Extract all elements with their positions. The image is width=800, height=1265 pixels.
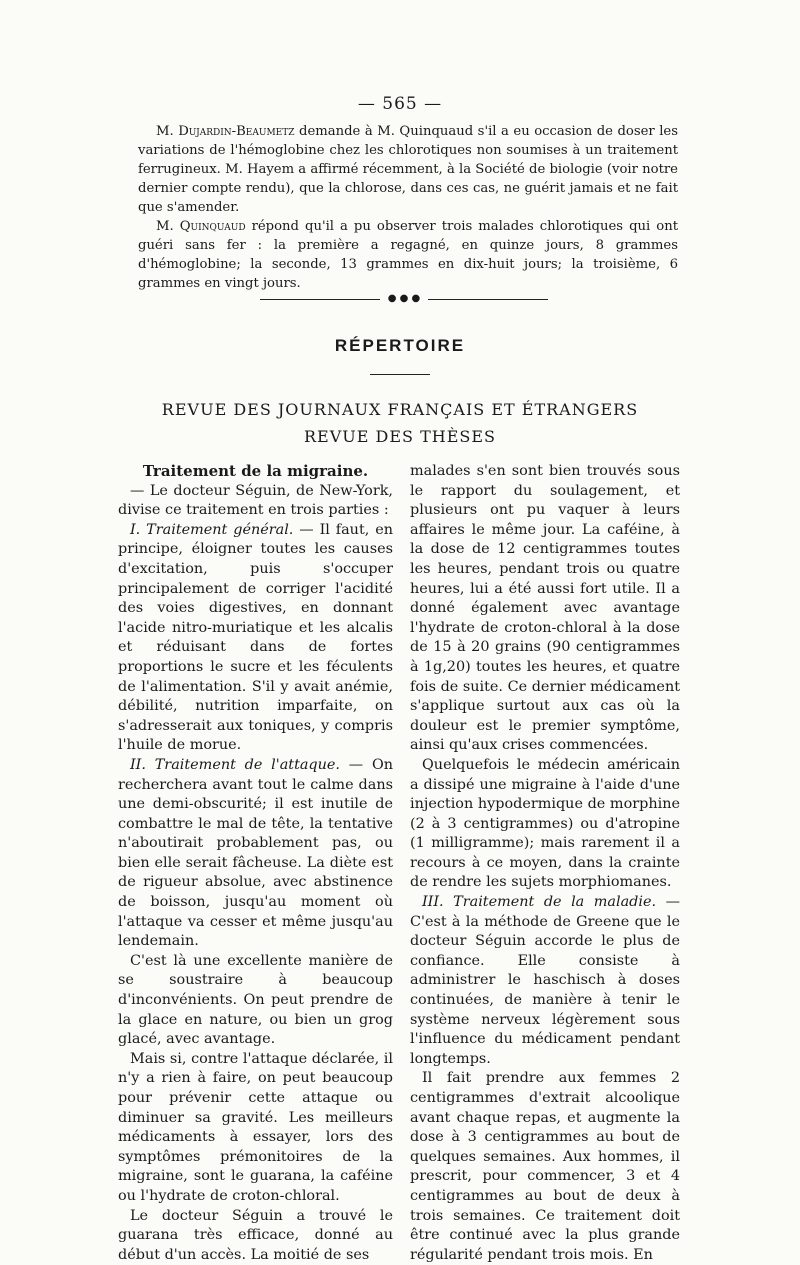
paragraph: Quelquefois le médecin américain a dissipé une migraine à l'aide d'une injection hypodermique de morphine (2 à 3 centigrammes) ou d'atropine (1 milligramme); mais rarement il a recours à ce moyen, dans la crainte de rendre les sujets morphiomanes. (410, 756, 680, 891)
paragraph: Mais si, contre l'attaque déclarée, il n'y a rien à faire, on peut beaucoup pour prévenir cette attaque ou diminuer sa gravité. Les meilleurs médicaments à essayer, lors des symptômes prémonitoires de la migraine, sont le guarana, la caféine ou l'hydrate de croton-chloral. (118, 1050, 393, 1204)
paragraph: — Le docteur Séguin, de New-York, divise ce traitement en trois parties : (118, 482, 393, 519)
left-column (118, 462, 393, 1265)
paragraph: Le docteur Séguin a trouvé le guarana très efficace, donné au début d'un accès. La moitié de ses (118, 1207, 393, 1263)
paragraph-text: — C'est à la méthode de Greene que le docteur Séguin accorde le plus de confiance. Elle consiste à administrer le haschisch à doses continuées, de manière à tenir le système nerveux légèrement sous l'influence du médicament pendant longtemps. (410, 894, 680, 1067)
intro-paragraph-1 (138, 122, 678, 217)
page-number: — 565 — (357, 94, 443, 114)
speaker-name: M. Quinquaud (156, 219, 246, 234)
paragraph-text: demande à M. Quinquaud s'il a eu occasion de doser les variations de l'hémoglobine chez les chlorotiques non soumises à un traitement ferrugineux. M. Hayem a affirmé récemment, à la Société de biologie (voir notre dernier compte rendu), que la chlorose, dans ces cas, ne guérit jamais et ne fait que s'amender. (138, 124, 678, 215)
paragraph-text: — Il faut, en principe, éloigner toutes les causes d'excitation, puis s'occuper principalement de corriger l'acidité des voies digestives, en donnant l'acide nitro-muriatique et les alcalis et réduisant dans de fortes proportions le sucre et les féculents de l'alimentation. S'il y avait anémie, débilité, nutrition imparfaite, on s'adresserait aux toniques, y compris l'huile de morue. (118, 521, 393, 754)
right-column (410, 462, 680, 1265)
paragraph-text: — On recherchera avant tout le calme dans une demi-obscurité; il est inutile de combattre le mal de tête, la tentative n'aboutirait probablement pas, ou bien elle serait fâcheuse. La diète est de rigueur absolue, avec abstinence de boisson, jusqu'au moment où l'attaque va cesser et même jusqu'au lendemain. (118, 756, 394, 950)
society-report-excerpt (138, 122, 678, 293)
article-title: Traitement de la migraine. (142, 462, 369, 480)
subsection-label: II. Traitement de l'attaque. (130, 756, 341, 773)
section-subheading: REVUE DES THÈSES (304, 427, 496, 446)
ornament-icon: ● ● ● (380, 292, 428, 306)
speaker-name: M. Dujardin-Beaumetz (156, 124, 295, 139)
paragraph (118, 756, 393, 952)
paragraph: malades s'en sont bien trouvés sous le rapport du soulagement, et plusieurs ont pu vaquer à leurs affaires le même jour. La caféine, à la dose de 12 centigrammes toutes les heures, pendant trois ou quatre heures, lui a été aussi fort utile. Il a donné également avec avantage l'hydrate de croton-chloral à la dose de 15 à 20 grains (90 centigrammes à 1g,20) toutes les heures, et quatre fois de suite. Ce dernier médicament s'applique surtout aux cas où la douleur est le premier symptôme, ainsi qu'aux crises commencées. (410, 463, 680, 754)
intro-paragraph-2 (138, 217, 678, 293)
paragraph (118, 521, 393, 756)
paragraph: Il fait prendre aux femmes 2 centigrammes d'extrait alcoolique avant chaque repas, et augmente la dose à 3 centigrammes au bout de quelques semaines. Aux hommes, il prescrit, pour commencer, 3 et 4 centigrammes au bout de deux à trois semaines. Ce traitement doit être continué avec la plus grande régularité pendant trois mois. En (410, 1070, 680, 1263)
section-title: RÉPERTOIRE (334, 336, 466, 355)
section-heading: REVUE DES JOURNAUX FRANÇAIS ET ÉTRANGERS (161, 400, 639, 419)
title-underline (370, 374, 430, 375)
subsection-label: III. Traitement de la maladie. (422, 894, 657, 911)
paragraph-text: répond qu'il a pu observer trois malades chlorotiques qui ont guéri sans fer : la première a regagné, en quinze jours, 8 grammes d'hémoglobine; la seconde, 13 grammes en dix-huit jours; la troisième, 6 grammes en vingt jours. (138, 219, 679, 291)
paragraph: C'est là une excellente manière de se soustraire à beaucoup d'inconvénients. On peut prendre de la glace en nature, ou bien un grog glacé, avec avantage. (118, 952, 393, 1048)
subsection-label: I. Traitement général. (130, 521, 294, 538)
paragraph (410, 893, 680, 1069)
